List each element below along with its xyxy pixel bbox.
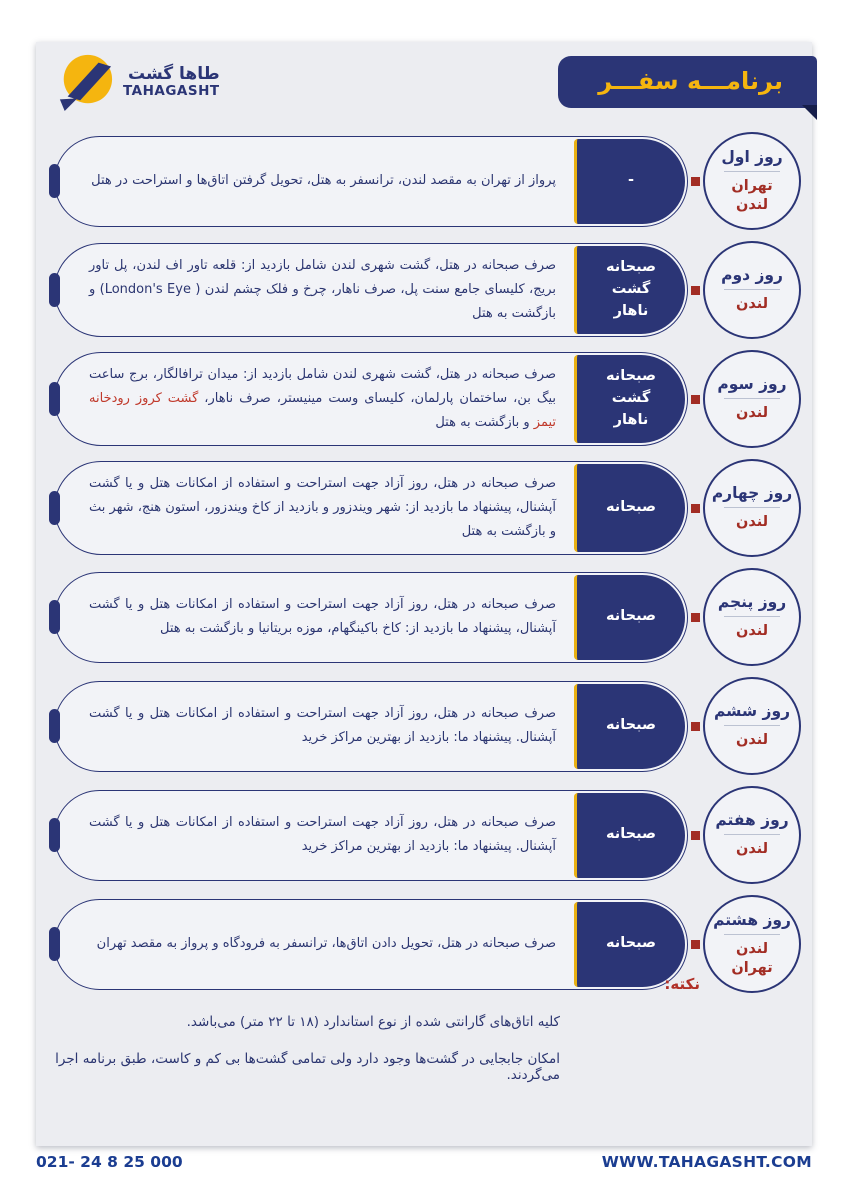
day-circle xyxy=(703,677,801,775)
day-divider xyxy=(724,507,780,508)
day-divider xyxy=(724,834,780,835)
pill-handle-decoration xyxy=(49,927,60,961)
day-divider xyxy=(724,934,780,935)
day-cities: لندن xyxy=(735,296,769,313)
footer-website: WWW.TAHAGASHT.COM xyxy=(601,1153,812,1171)
day-label: روز ششم xyxy=(713,702,791,721)
meals-block: صبحانه xyxy=(574,902,685,987)
meals-block: صبحانه xyxy=(574,793,685,878)
day-label: روز هفتم xyxy=(715,811,789,830)
day-divider xyxy=(724,725,780,726)
day-circle xyxy=(703,568,801,666)
connector-square xyxy=(691,395,700,404)
footer-phone: 021- 24 8 25 000 xyxy=(36,1153,183,1171)
logo xyxy=(56,52,220,112)
description-text: صرف صبحانه در هتل، روز آزاد جهت استراحت و استفاده از امکانات هتل و یا گشت آپشنال، پیشنهاد ما بازدید از: شهر ویندزور و بازدید از کاخ ویندزور، استون هنج، شهر بث و بازگشت به هتل xyxy=(89,475,556,540)
day-label: روز هشتم xyxy=(713,910,791,929)
note-lines xyxy=(36,1014,812,1083)
description-area xyxy=(55,791,572,880)
day-label: روز دوم xyxy=(721,266,783,285)
description-area xyxy=(55,462,572,554)
itinerary-row xyxy=(54,568,801,666)
description-area xyxy=(55,682,572,771)
day-label: روز سوم xyxy=(717,375,787,394)
itinerary-card xyxy=(36,42,812,1146)
day-circle xyxy=(703,132,801,230)
itinerary-row xyxy=(54,132,801,230)
pill-handle-decoration xyxy=(49,382,60,416)
day-divider xyxy=(724,398,780,399)
connector-square xyxy=(691,722,700,731)
connector-square xyxy=(691,286,700,295)
pill-handle-decoration xyxy=(49,491,60,525)
description-area xyxy=(55,137,572,226)
itinerary-row xyxy=(54,459,801,557)
page-title: برنامـــه سفـــر xyxy=(558,56,817,108)
itinerary-pill xyxy=(54,461,688,555)
description-area xyxy=(55,573,572,662)
header xyxy=(36,42,812,128)
itinerary-pill xyxy=(54,681,688,772)
description-text: صرف صبحانه در هتل، تحویل دادن اتاق‌ها، ترانسفر به فرودگاه و پرواز به مقصد تهران xyxy=(96,935,556,951)
banner-fold-decoration xyxy=(802,105,817,120)
itinerary-pill xyxy=(54,136,688,227)
note-line: کلیه اتاق‌های گارانتی شده از نوع استاندارد (۱۸ تا ۲۲ متر) می‌باشد. xyxy=(186,1014,560,1030)
itinerary-list xyxy=(54,132,801,993)
note-title: نکته: xyxy=(664,975,700,993)
pill-handle-decoration xyxy=(49,818,60,852)
description-text: صرف صبحانه در هتل، گشت شهری لندن شامل بازدید از: قلعه تاور اف لندن، پل تاور بریج، کلیسای جامع سنت پل، صرف ناهار، چرخ و فلک چشم لندن ( London's Eye) و بازگشت به هتل xyxy=(89,257,556,322)
tahagasht-logo-icon xyxy=(56,52,114,112)
connector-square xyxy=(691,940,700,949)
day-cities: لندن xyxy=(735,732,769,749)
itinerary-row xyxy=(54,677,801,775)
connector-square xyxy=(691,831,700,840)
description-text: صرف صبحانه در هتل، گشت شهری لندن شامل بازدید از: میدان ترافالگار، برج ساعت بیگ بن، ساختمان پارلمان، کلیسای وست مینیستر، صرف ناهار، گشت کروز رودخانه تیمز و بازگشت به هتل xyxy=(89,366,556,431)
day-cities: لندن تهران xyxy=(731,940,773,976)
day-label: روز چهارم xyxy=(711,484,793,503)
day-divider xyxy=(724,289,780,290)
pill-handle-decoration xyxy=(49,164,60,198)
description-text: صرف صبحانه در هتل، روز آزاد جهت استراحت و استفاده از امکانات هتل و یا گشت آپشنال، پیشنهاد ما بازدید از: کاخ باکینگهام، موزه بریتانیا و بازگشت به هتل xyxy=(89,596,556,636)
itinerary-pill xyxy=(54,352,688,446)
meals-block: صبحانه گشت ناهار xyxy=(574,246,685,334)
itinerary-pill xyxy=(54,572,688,663)
day-cities: لندن xyxy=(735,514,769,531)
day-cities: لندن xyxy=(735,623,769,640)
day-circle xyxy=(703,241,801,339)
day-label: روز اول xyxy=(721,147,783,166)
meals-block: صبحانه xyxy=(574,464,685,552)
logo-brand-fa: طاها گشت xyxy=(127,63,220,84)
itinerary-pill xyxy=(54,243,688,337)
meals-block: صبحانه xyxy=(574,575,685,660)
day-circle xyxy=(703,459,801,557)
description-area xyxy=(55,353,572,445)
day-circle xyxy=(703,350,801,448)
day-divider xyxy=(724,616,780,617)
itinerary-row xyxy=(54,786,801,884)
meals-block: - xyxy=(574,139,685,224)
logo-text xyxy=(123,63,220,99)
pill-handle-decoration xyxy=(49,709,60,743)
meals-block: صبحانه xyxy=(574,684,685,769)
footer xyxy=(36,1153,812,1171)
day-divider xyxy=(724,171,780,172)
itinerary-row xyxy=(54,241,801,339)
connector-square xyxy=(691,177,700,186)
day-cities: لندن xyxy=(735,405,769,422)
description-area xyxy=(55,244,572,336)
connector-square xyxy=(691,504,700,513)
day-cities: لندن xyxy=(735,841,769,858)
description-text: پرواز از تهران به مقصد لندن، ترانسفر به هتل، تحویل گرفتن اتاق‌ها و استراحت در هتل xyxy=(91,172,556,188)
pill-handle-decoration xyxy=(49,600,60,634)
day-circle xyxy=(703,786,801,884)
notes-section xyxy=(36,975,812,1083)
note-line: امکان جابجایی در گشت‌ها وجود دارد ولی تمامی گشت‌ها بی کم و کاست، طبق برنامه اجرا می‌گردند. xyxy=(55,1051,560,1083)
connector-square xyxy=(691,613,700,622)
pill-handle-decoration xyxy=(49,273,60,307)
itinerary-pill xyxy=(54,790,688,881)
itinerary-row xyxy=(54,350,801,448)
description-text: صرف صبحانه در هتل، روز آزاد جهت استراحت و استفاده از امکانات هتل و یا گشت آپشنال. پیشنهاد ما: بازدید از بهترین مراکز خرید xyxy=(89,814,556,854)
description-text: صرف صبحانه در هتل، روز آزاد جهت استراحت و استفاده از امکانات هتل و یا گشت آپشنال. پیشنهاد ما: بازدید از بهترین مراکز خرید xyxy=(89,705,556,745)
logo-brand-en: TAHAGASHT xyxy=(123,82,220,99)
meals-block: صبحانه گشت ناهار xyxy=(574,355,685,443)
day-label: روز پنجم xyxy=(717,593,787,612)
day-cities: تهران لندن xyxy=(731,177,773,213)
